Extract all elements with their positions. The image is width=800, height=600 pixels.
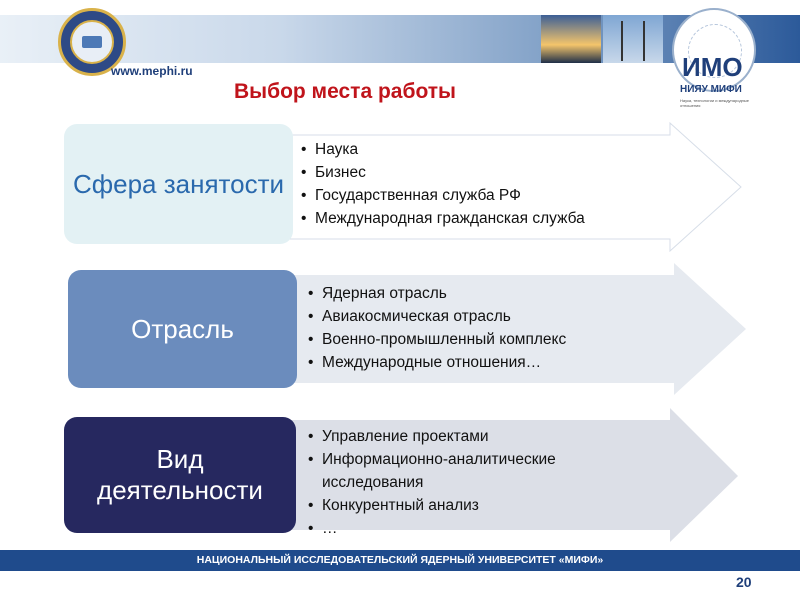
footer-university-name: НАЦИОНАЛЬНЫЙ ИССЛЕДОВАТЕЛЬСКИЙ ЯДЕРНЫЙ УНИВЕРСИТЕТ «МИФИ» [196,554,604,566]
row-1-list [301,138,585,230]
category-box-industry: Отрасль [68,270,297,388]
list-item: • Военно-промышленный комплекс [308,328,566,351]
imo-logo-text: ИМО [682,52,743,82]
list-item: • Государственная служба РФ [301,184,585,207]
header-photo-plant [541,15,601,63]
list-item: • Информационно-аналитические исследования [308,448,648,494]
imo-logo-subtitle: НИЯУ МИФИ [680,84,742,95]
row-3-list [308,425,648,540]
imo-logo-tagline: Наука, технологии и международные отношения [680,98,749,108]
page-number: 20 [736,574,752,590]
list-item: • Международные отношения… [308,351,566,374]
list-item: • Бизнес [301,161,585,184]
category-box-label: Вид деятельности [97,444,263,505]
header-photo-powerlines [603,15,663,63]
row-2-list [308,282,566,374]
category-box-employment-sphere: Сфера занятости [64,124,293,244]
list-item: • Управление проектами [308,425,648,448]
list-item: • … [308,517,648,540]
list-item: • Конкурентный анализ [308,494,648,517]
seal-emblem [70,20,114,64]
imo-logo [670,8,762,112]
list-item: • Наука [301,138,585,161]
category-box-activity-type [64,417,296,533]
list-item: • Ядерная отрасль [308,282,566,305]
slide-title: Выбор места работы [234,80,456,103]
site-url: www.mephi.ru [111,64,193,78]
list-item: • Международная гражданская служба [301,207,585,230]
list-item: • Авиакосмическая отрасль [308,305,566,328]
